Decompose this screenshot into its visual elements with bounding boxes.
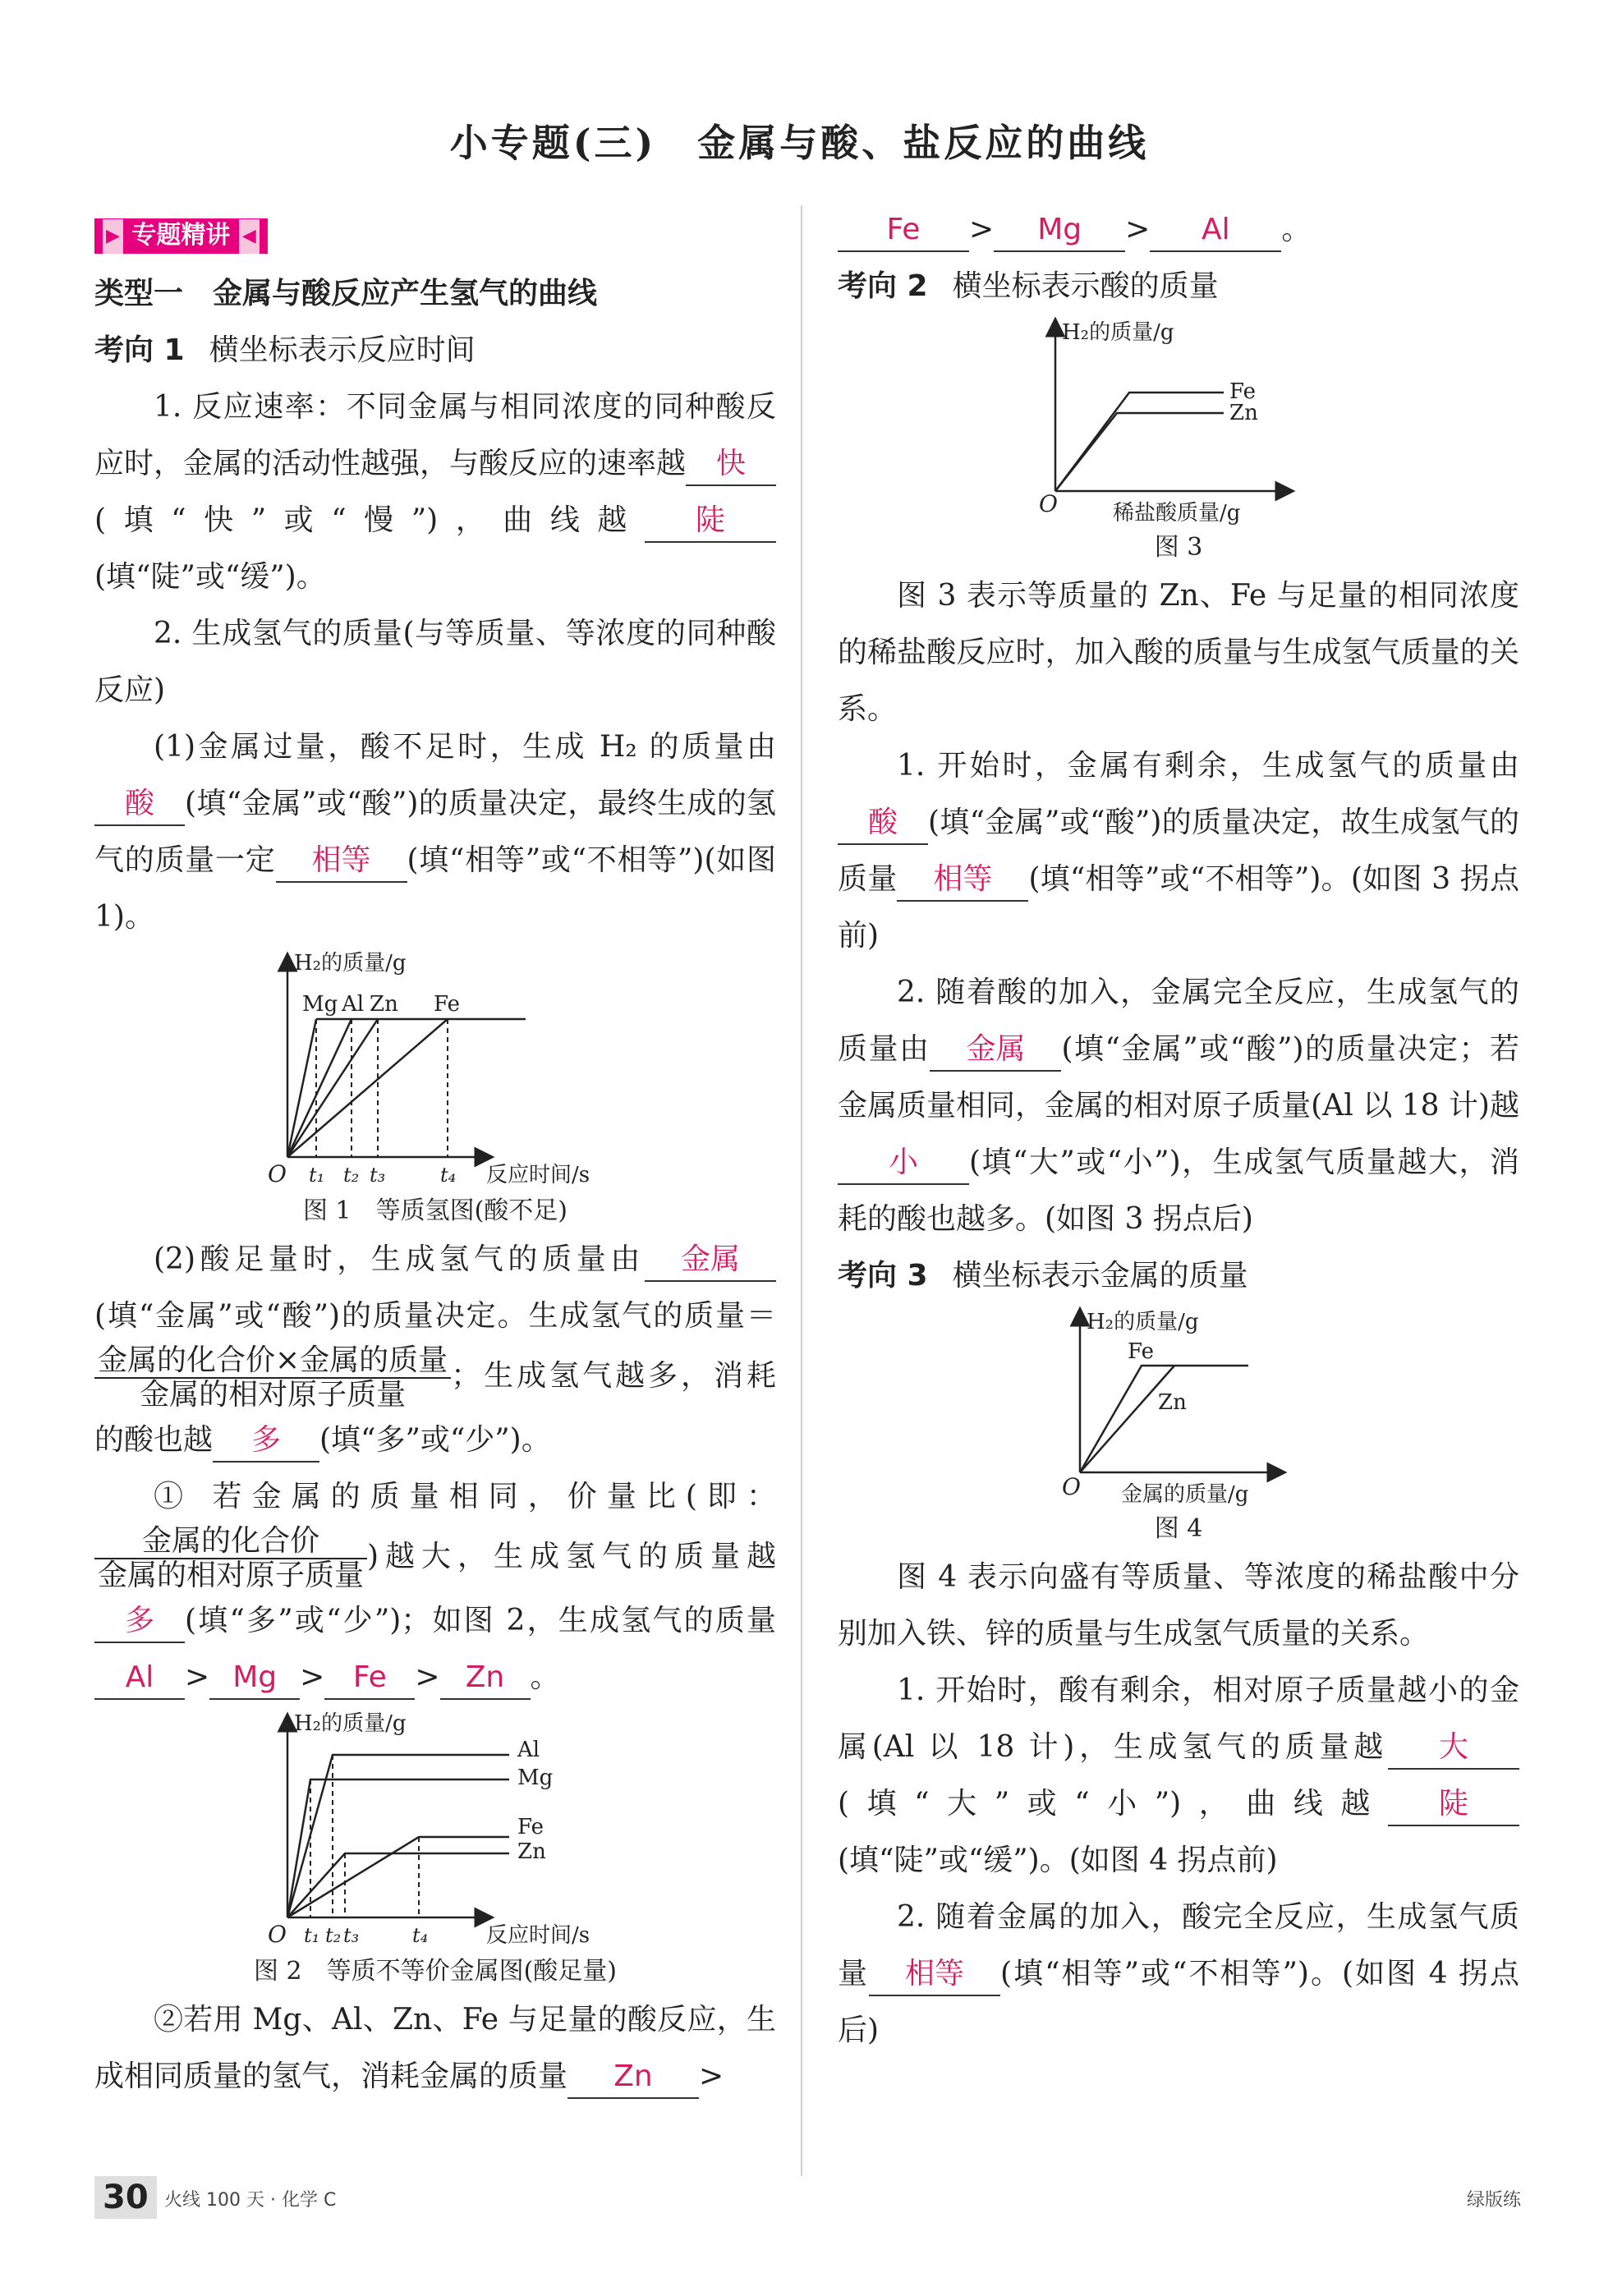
answer-blank: Zn [440,1657,531,1700]
fraction-ratio: $\frac{\text{金属的化合价}}{\text{金属的相对原子质量}}$ [94,1525,367,1592]
series-al [287,1019,352,1157]
answer-blank: 相等 [897,859,1028,902]
answer-blank: 金属 [645,1239,776,1282]
play-left-icon: ◀ [239,219,260,254]
answer-blank: 小 [838,1142,969,1185]
answer-blank: Mg [994,209,1125,252]
label-fe: Fe [1229,379,1257,404]
paragraph-fig4-desc: 图 4 表示向盛有等质量、等浓度的稀盐酸中分别加入铁、锌的质量与生成氢气质量的关系。 [838,1560,1519,1651]
y-label: H₂的质量/g [294,951,407,976]
y-label: H₂的质量/g [1087,1310,1199,1334]
label-zn: Zn [370,992,398,1017]
answer-blank: 陡 [645,500,776,543]
play-icon: ▶ [103,219,123,254]
answer-blank: Mg [209,1657,300,1700]
paragraph-fig4-start: 1. 开始时，酸有剩余，相对原子质量越小的金属(Al 以 18 计)，生成氢气的质量越 大(填“大”或“小”)，曲线越 陡(填“陡”或“缓”)。(如图 4 拐点前) [838,1674,1519,1877]
origin-label: O [1062,1473,1081,1500]
label-fe: Fe [434,992,461,1017]
label-zn: Zn [1158,1390,1187,1415]
tick-t3: t₃ [370,1164,386,1187]
answer-blank: Fe [324,1657,415,1700]
paragraph-fig3-start: 1. 开始时，金属有剩余，生成氢气的质量由酸 (填“金属”或“酸”)的质量决定，故生成氢气的质量 相等 (填“相等”或“不相等”)。(如图 3 拐点前) [838,749,1519,953]
footer-edition: 绿版练 [1466,2190,1521,2211]
figure-4 [1006,1304,1351,1509]
figure-2-caption: 图 2 等质不等价金属图(酸足量) [253,1957,618,1986]
x-label: 反应时间/s [486,1163,590,1187]
paragraph-fig4-after: 2. 随着金属的加入，酸完全反应，生成氢气质量 相等 (填“相等”或“不相等”)。(如图 4 拐点后) [838,1900,1519,2047]
figure-3 [1006,315,1351,528]
series-zn [1055,413,1224,491]
paragraph-metal-excess: (1)金属过量，酸不足时，生成 H₂ 的质量由酸 (填“金属”或“酸”)的质量决定，最终生成的氢气的质量一定 相等 (填“相等”或“不相等”)(如图 1)。 [94,730,776,934]
answer-blank: Al [1150,209,1281,252]
series-zn [1080,1366,1174,1472]
tick-t2: t₂ [325,1924,342,1947]
tick-t4: t₄ [412,1924,429,1947]
label-zn: Zn [1229,401,1258,425]
series-fe [287,1837,509,1917]
tick-t1: t₁ [304,1924,320,1947]
paragraph-rate: 1. 反应速率：不同金属与相同浓度的同种酸反应时，金属的活动性越强，与酸反应的速率越 快(填“快”或“慢”)，曲线越 陡(填“陡”或“缓”)。 [94,390,776,594]
page-title: 小专题(三) 金属与酸、盐反应的曲线 [449,121,1150,165]
figure-2 [238,1706,632,1952]
tick-t4: t₄ [440,1164,457,1187]
x-label: 稀盐酸质量/g [1113,501,1241,526]
paragraph-mass: 2. 生成氢气的质量(与等质量、等浓度的同种酸反应) [94,617,776,707]
paragraph-order-continued: Fe > Mg > Al 。 [838,201,1519,258]
column-divider [801,205,802,2176]
answer-blank: 多 [213,1420,319,1463]
paragraph-consume: ②若用 Mg、Al、Zn、Fe 与足量的酸反应，生成相同质量的氢气，消耗金属的质量 Zn > [94,1991,776,2105]
badge-label: 专题精讲 [131,221,231,250]
tick-t3: t₃ [343,1924,360,1947]
figure-4-caption: 图 4 [1154,1514,1203,1543]
x-label: 金属的质量/g [1121,1482,1249,1507]
origin-label: O [1039,490,1058,517]
y-label: H₂的质量/g [294,1711,407,1736]
answer-blank: 酸 [94,783,185,826]
label-al: Al [517,1738,540,1762]
paragraph-fig3-after: 2. 随着酸的加入，金属完全反应，生成氢气的质量由 金属 (填“金属”或“酸”)的质量决定；若金属质量相同，金属的相对原子质量(Al 以 18 计)越小 (填“大”或“小”)，生成氢气质量越大，消耗的酸也越多。(如图 3 拐点后) [838,976,1519,1236]
direction-heading-1: 考向 1 横坐标表示反应时间 [94,333,476,367]
tick-t2: t₂ [343,1164,360,1187]
origin-label: O [268,1160,287,1187]
series-zn [287,1853,509,1917]
answer-blank: Fe [838,209,969,252]
answer-blank: Al [94,1657,185,1700]
figure-3-caption: 图 3 [1154,533,1203,562]
label-al: Al [342,992,365,1017]
series-fe [1080,1366,1248,1472]
label-zn: Zn [517,1839,546,1864]
left-column [94,205,776,2105]
label-fe: Fe [1128,1339,1155,1364]
answer-blank: 酸 [838,802,928,845]
answer-blank: 金属 [930,1029,1061,1072]
answer-blank: 多 [94,1600,185,1643]
right-column [838,201,1519,2059]
fraction-formula: $\frac{\text{金属的化合价×金属的质量}}{\text{金属的相对原子质量}}$ [94,1344,451,1412]
direction-heading-3: 考向 3 横坐标表示金属的质量 [838,1259,1248,1293]
figure-1 [238,945,632,1192]
label-mg: Mg [517,1766,554,1790]
answer-blank: Zn [567,2056,699,2099]
paragraph-fig3-desc: 图 3 表示等质量的 Zn、Fe 与足量的相同浓度的稀盐酸反应时，加入酸的质量与生成氢气质量的关系。 [838,579,1519,726]
series-fe [1055,393,1224,491]
section-badge [94,205,776,262]
footer-book-title: 火线 100 天 · 化学 C [164,2190,337,2211]
page-number: 30 [94,2176,157,2219]
answer-blank: 大 [1388,1727,1519,1770]
y-label: H₂的质量/g [1062,320,1174,345]
paragraph-ratio: ① 若金属的质量相同，价量比(即： $\frac{\text{金属的化合价}}{\text{金属的相对原子质量}}$ )越大，生成氢气的质量越多 (填“多”或“少”)；如图 2，生成氢气的质量Al > Mg > Fe > Zn 。 [94,1468,776,1706]
type-heading: 类型一 金属与酸反应产生氢气的曲线 [94,277,598,310]
tick-t1: t₁ [309,1164,325,1187]
label-fe: Fe [517,1815,544,1839]
origin-label: O [268,1921,287,1948]
answer-blank: 相等 [276,840,407,883]
label-mg: Mg [302,992,338,1017]
answer-blank: 快 [686,443,776,486]
direction-heading-2: 考向 2 横坐标表示酸的质量 [838,269,1219,303]
figure-1-caption: 图 1 等质氢图(酸不足) [302,1196,568,1225]
paragraph-acid-excess: (2)酸足量时，生成氢气的质量由 金属(填“金属”或“酸”)的质量决定。生成氢气的质量＝ $\frac{\text{金属的化合价×金属的质量}}{\text{金属的相对原子质量}}$ ；生成氢气越多，消耗的酸也越 多 (填“多”或“少”)。 [94,1231,776,1468]
x-label: 反应时间/s [486,1923,590,1948]
answer-blank: 相等 [869,1954,1000,1996]
answer-blank: 陡 [1388,1784,1519,1826]
